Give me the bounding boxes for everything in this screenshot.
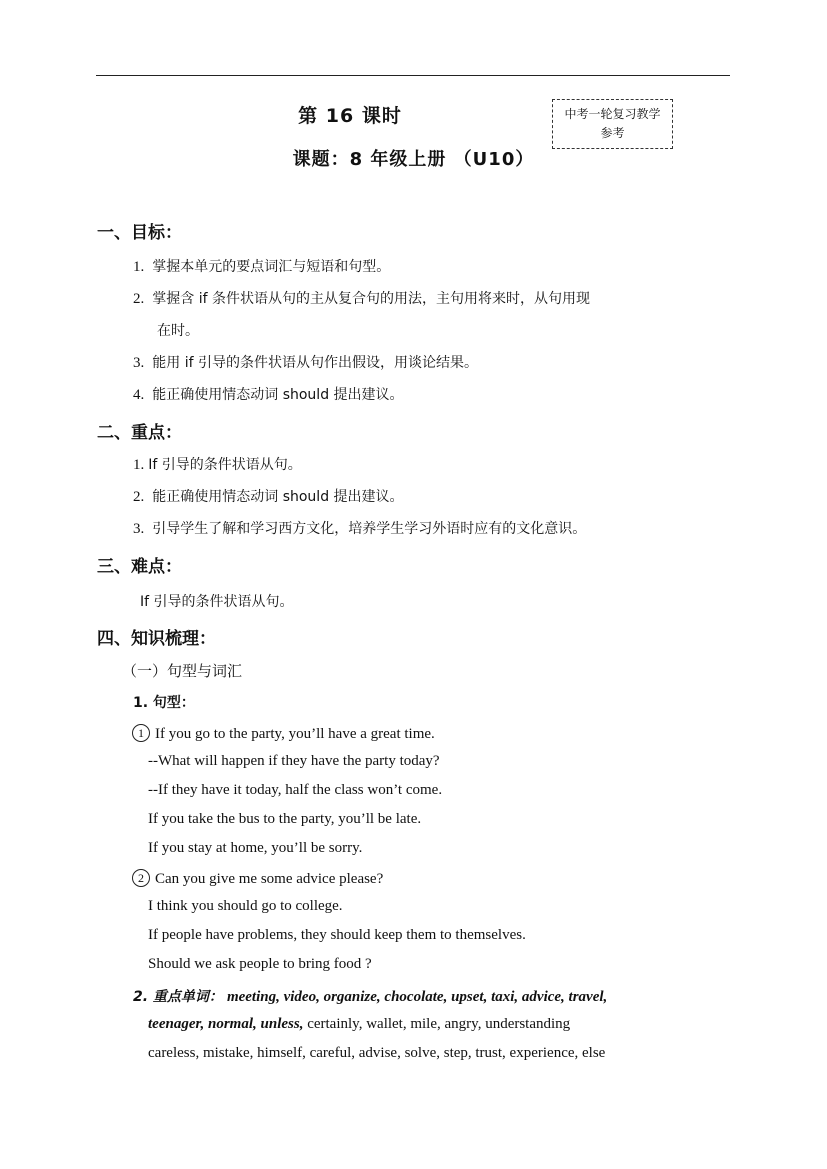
pattern-group-2-line-3: If people have problems, they should keep them to themselves. [148, 927, 526, 943]
key-point-item-3: 3. 引导学生了解和学习西方文化，培养学生学习外语时应有的文化意识。 [133, 521, 587, 537]
vocab-label: 2. 重点单词： [133, 989, 223, 1005]
watermark-stamp [552, 99, 673, 149]
patterns-label: 1. 句型： [133, 695, 195, 711]
pattern-group-1-line-3: --If they have it today, half the class won’t come. [148, 782, 443, 798]
stamp-line-2: 参考 [600, 126, 625, 140]
knowledge-heading: 四、知识梳理： [97, 629, 216, 649]
pattern-group-2-line-4: Should we ask people to bring food ? [148, 956, 372, 972]
vocab-words-2: certainly, wallet, mile, angry, understanding [303, 1016, 571, 1032]
goal-item-3: 3. 能用 if 引导的条件状语从句作出假设，用谈论结果。 [133, 355, 478, 371]
pattern-group-1-line-1: 1 If you go to the party, you’ll have a great time. [132, 724, 435, 743]
vocab-line-1 [133, 986, 607, 1006]
pattern-group-2-line-2: I think you should go to college. [148, 898, 343, 914]
header-rule [96, 75, 730, 76]
circled-number-2: 2 [132, 869, 150, 887]
pattern-group-1-line-5: If you stay at home, you’ll be sorry. [148, 840, 363, 856]
difficulty-text: If 引导的条件状语从句。 [140, 594, 294, 610]
vocab-key-words-1: meeting, video, organize, chocolate, upset, taxi, advice, travel, [226, 989, 608, 1005]
goal-item-2-continued: 在时。 [157, 323, 199, 339]
vocab-key-words-2: teenager, normal, unless, [148, 1016, 304, 1032]
pattern-group-1-line-4: If you take the bus to the party, you’ll be late. [148, 811, 422, 827]
key-point-item-2: 2. 能正确使用情态动词 should 提出建议。 [133, 489, 404, 505]
vocab-line-3: careless, mistake, himself, careful, advise, solve, step, trust, experience, else [148, 1045, 606, 1061]
knowledge-subheading: （一）句型与词汇 [122, 662, 243, 680]
goal-item-4: 4. 能正确使用情态动词 should 提出建议。 [133, 387, 404, 403]
lesson-number: 第 16 课时 [298, 105, 402, 127]
goal-item-1: 1. 掌握本单元的要点词汇与短语和句型。 [133, 259, 391, 275]
vocab-line-2 [148, 1016, 570, 1033]
difficulty-heading: 三、难点： [97, 557, 182, 577]
goals-heading: 一、目标： [97, 223, 182, 243]
circled-number-1: 1 [132, 724, 150, 742]
key-point-item-1: 1. If 引导的条件状语从句。 [133, 457, 302, 473]
pattern-group-1-line-2: --What will happen if they have the party today? [148, 753, 440, 769]
key-points-heading: 二、重点： [97, 423, 182, 443]
lesson-topic: 课题：8 年级上册 （U10） [292, 149, 535, 170]
goal-item-2: 2. 掌握含 if 条件状语从句的主从复合句的用法，主句用将来时，从句用现 [133, 291, 590, 307]
pattern-group-2-line-1: 2 Can you give me some advice please? [132, 869, 383, 888]
stamp-line-1: 中考一轮复习教学 [564, 107, 661, 121]
